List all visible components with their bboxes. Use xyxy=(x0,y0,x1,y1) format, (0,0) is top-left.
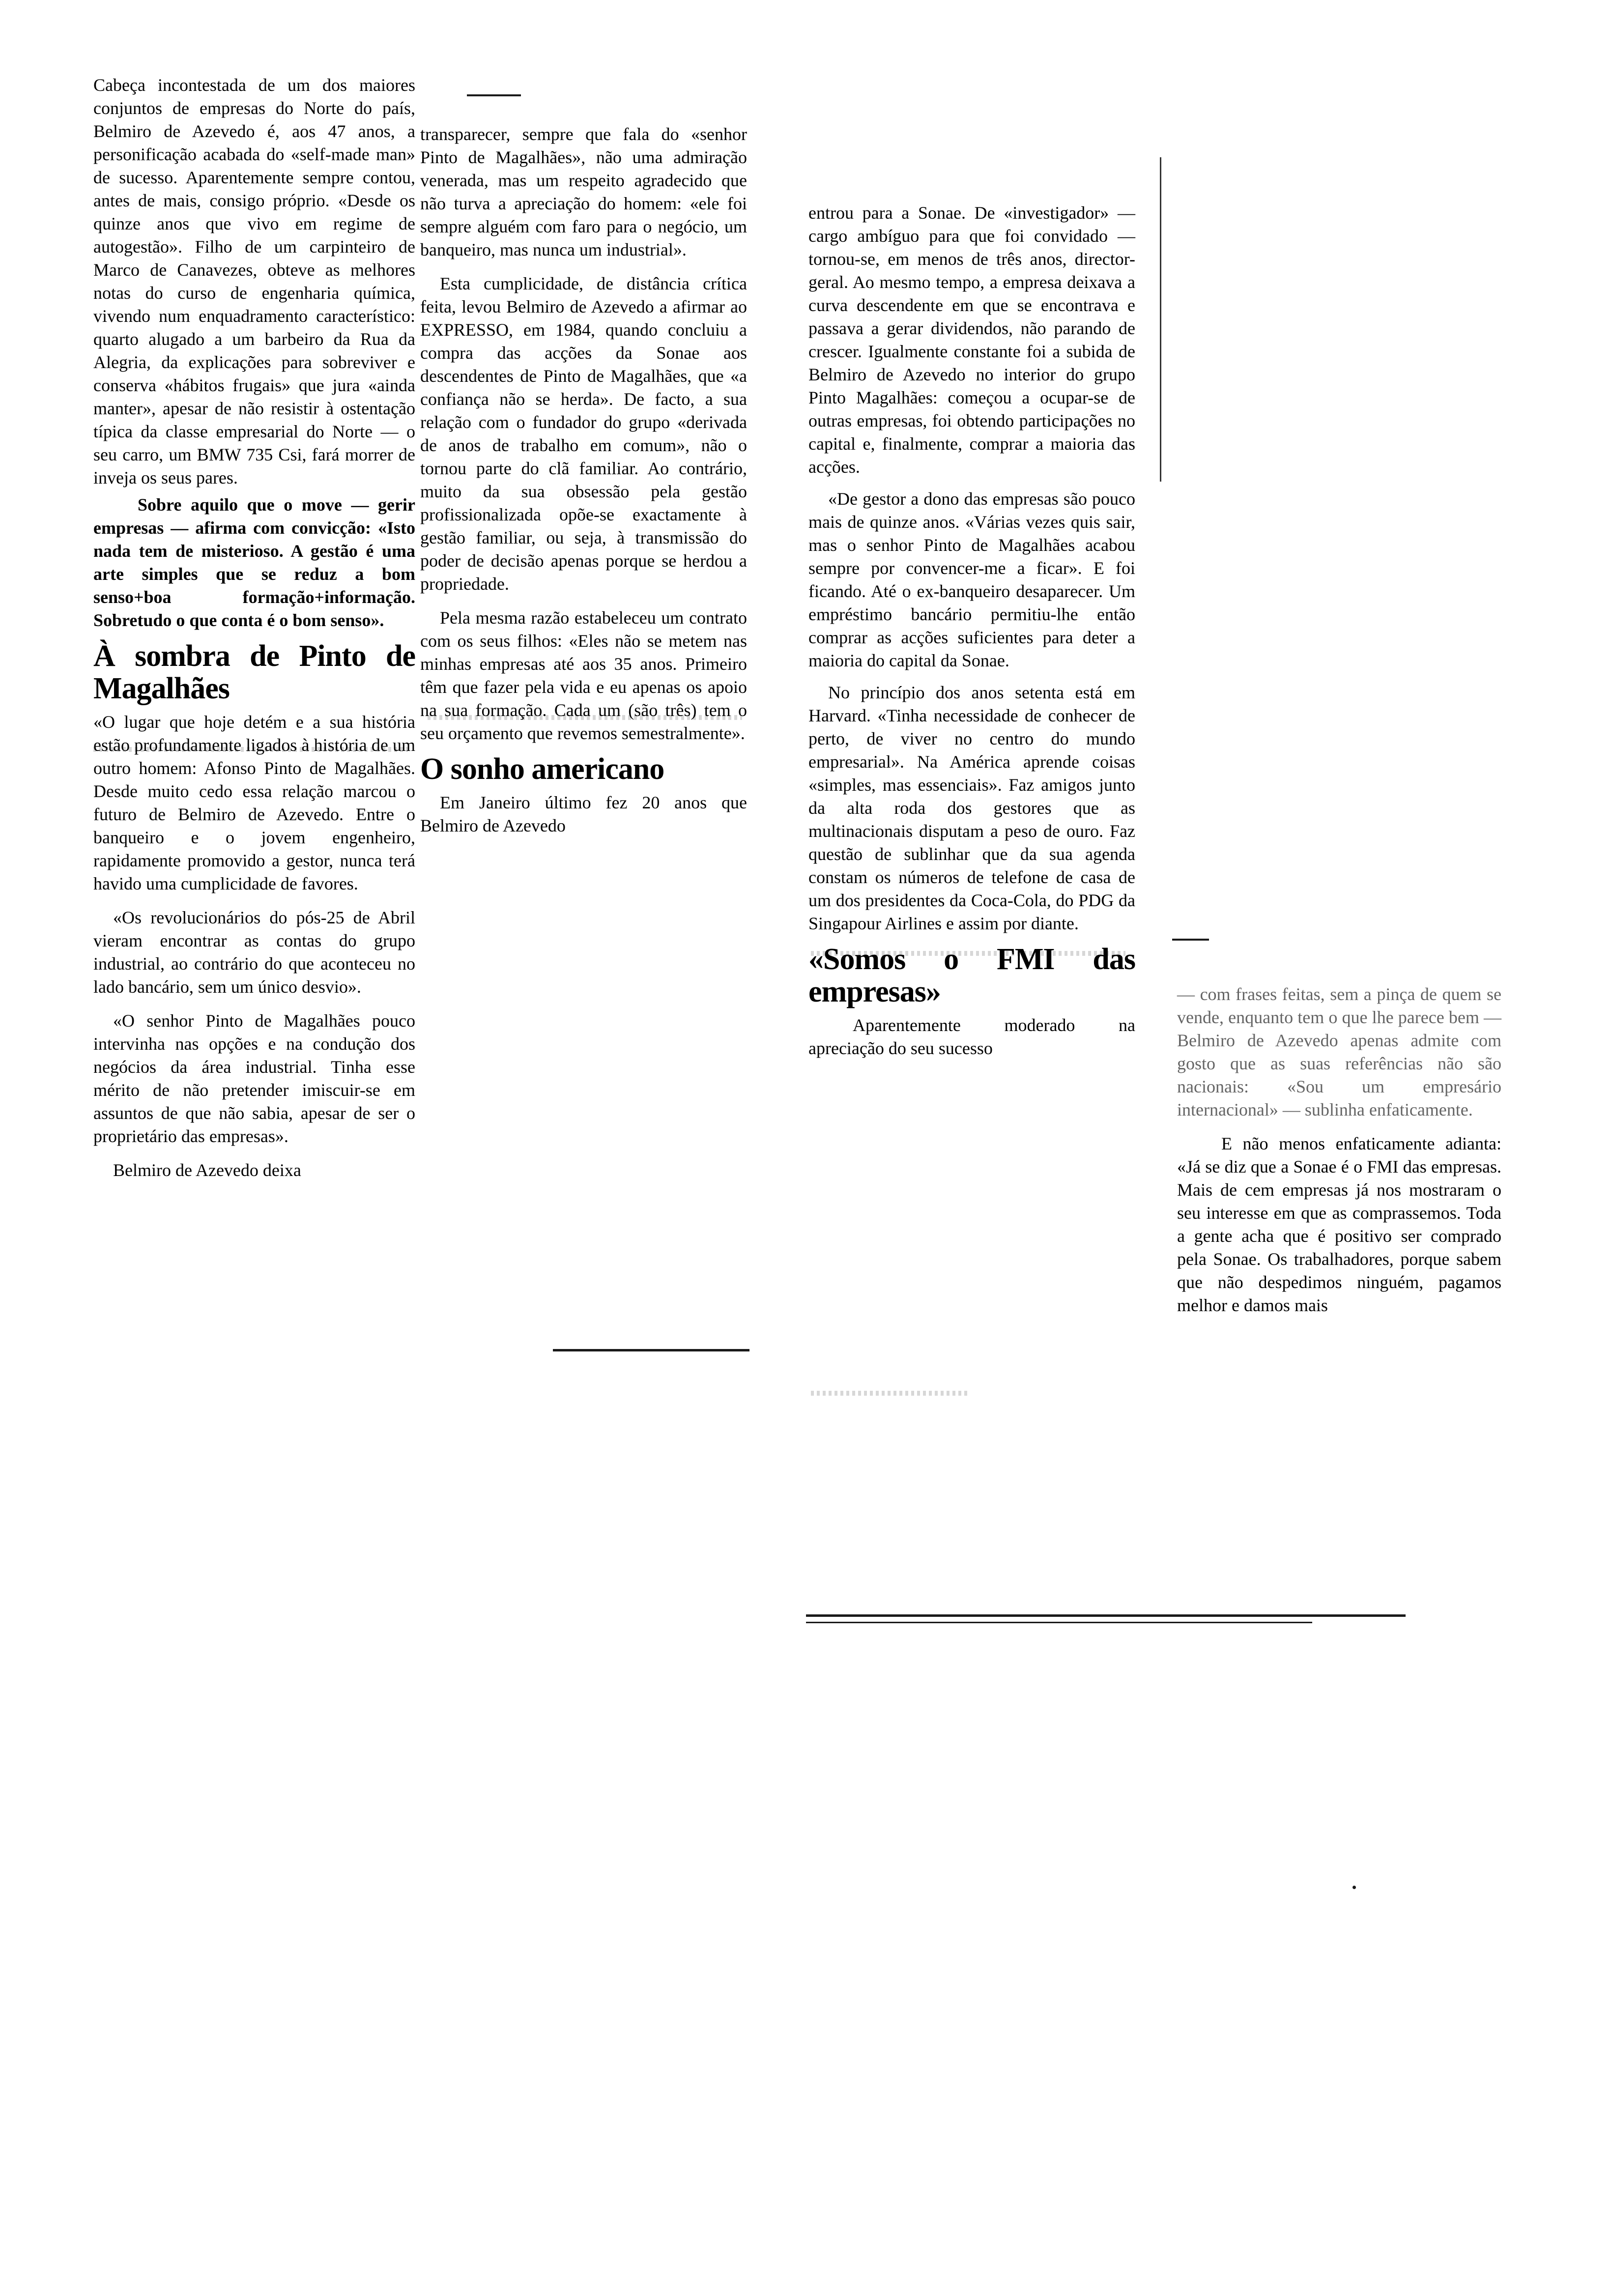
scan-noise-1 xyxy=(93,747,408,752)
col2-paragraph-3: Pela mesma razão estabeleceu um contrato com os seus filhos: «Eles não se metem nas minhas empresas até aos 35 anos. Primeiro têm que fazer pela vida e eu apenas os apoio na sua formação. Cada um (são três) tem o seu orçamento que revemos semestralmente». xyxy=(420,608,747,743)
article-column-1 xyxy=(93,74,415,1186)
column-3-right-edge-line xyxy=(1160,157,1161,482)
article-column-3 xyxy=(808,201,1135,1064)
scan-noise-3 xyxy=(811,951,1125,956)
col2-subheading: O sonho americano xyxy=(420,752,664,786)
col1-subheading: À sombra de Pinto de Magalhães xyxy=(93,639,415,705)
col3-paragraph-2: «De gestor a dono das empresas são pouco mais de quinze anos. «Várias vezes quis sair, mas o senhor Pinto de Magalhães acabou sempre por convencer-me a ficar». E foi ficando. Até o ex-banqueiro desaparecer. Um empréstimo bancário permitiu-lhe então comprar as acções suficientes para deter a maioria do capital da Sonae. xyxy=(808,489,1135,670)
col1-paragraph-6: Belmiro de Azevedo deixa xyxy=(113,1160,301,1180)
col2-paragraph-2: Esta cumplicidade, de distância crítica feita, levou Belmiro de Azevedo a afirmar ao EXPRESSO, em 1984, quando concluiu a compra das acções da Sonae aos descendentes de Pinto de Magalhães, que «a confiança não se herda». De facto, a sua relação com o fundador do grupo «derivada de anos de trabalho em comum», não o tornou parte do clã familiar. Ao contrário, muito da sua obsessão pela gestão profissionalizada opõe-se exactamente à gestão familiar, ou seja, à transmissão do poder de decisão apenas porque se herdou a propriedade. xyxy=(420,274,747,594)
col1-paragraph-2: Sobre aquilo que o move — gerir empresas — afirma com convicção: «Isto nada tem de misterioso. A gestão é uma arte simples que se reduz a bom senso+boa formação+informação. Sobretudo o que conta é o bom senso». xyxy=(93,495,415,630)
column-3-bottom-rule-1 xyxy=(806,1614,1406,1617)
col3-subheading: «Somos o FMI das empresas» xyxy=(808,943,1135,1008)
column-2-bottom-rule xyxy=(553,1349,749,1351)
col2-paragraph-1: transparecer, sempre que fala do «senhor Pinto de Magalhães», não uma admiração venerada, mas um respeito agradecido que não turva a apreciação do homem: «ele foi sempre alguém com faro para o negócio, um banqueiro, mas nunca um industrial». xyxy=(420,124,747,259)
column-3-bottom-rule-2 xyxy=(806,1622,1312,1623)
col3-paragraph-1: entrou para a Sonae. De «investigador» — cargo ambíguo para que foi convidado — tornou-se, em menos de três anos, director-geral. Ao mesmo tempo, a empresa deixava a curva descendente em que se encontrava e passava a gerar dividendos, não parando de crescer. Igualmente constante foi a subida de Belmiro de Azevedo no interior do grupo Pinto Magalhães: começou a ocupar-se de outras empresas, foi obtendo participações no capital e, finalmente, comprar a maioria das acções. xyxy=(808,203,1135,477)
article-column-2 xyxy=(420,123,747,841)
article-column-4 xyxy=(1177,983,1501,1321)
col1-paragraph-3: «O lugar que hoje detém e a sua história estão profundamente ligados à história de um outro homem: Afonso Pinto de Magalhães. Desde muito cedo essa relação marcou o futuro de Belmiro de Azevedo. Entre o banqueiro e o jovem engenheiro, rapidamente promovido a gestor, nunca terá havido uma cumplicidade de favores. xyxy=(93,712,415,893)
col1-paragraph-1: Cabeça incontestada de um dos maiores conjuntos de empresas do Norte do país, Belmiro de Azevedo é, aos 47 anos, a personificação acabada do «self-made man» de sucesso. Aparentemente sempre contou, antes de mais, consigo próprio. «Desde os quinze anos que vivo em regime de autogestão». Filho de um carpinteiro de Marco de Canavezes, obteve as melhores notas do curso de engenharia química, vivendo num enquadramento característico: quarto alugado a um barbeiro da Rua da Alegria, da explicações para sobreviver e conserva «hábitos frugais» que jura «ainda manter», apesar de não resistir à ostentação típica da classe empresarial do Norte — o seu carro, um BMW 735 Csi, fará morrer de inveja os seus pares. xyxy=(93,75,415,488)
col3-paragraph-4: Aparentemente moderado na apreciação do seu sucesso xyxy=(808,1015,1135,1058)
col2-paragraph-4: Em Janeiro último fez 20 anos que Belmiro de Azevedo xyxy=(420,793,747,835)
column-4-top-rule xyxy=(1172,939,1209,941)
col4-paragraph-1: — com frases feitas, sem a pinça de quem se vende, enquanto tem o que lhe parece bem — Belmiro de Azevedo apenas admite com gosto que as suas referências não são nacionais: «Sou um empresário internacional» — sublinha enfaticamente. xyxy=(1177,984,1501,1119)
scan-noise-4 xyxy=(811,1391,968,1396)
col3-paragraph-3: No princípio dos anos setenta está em Harvard. «Tinha necessidade de conhecer de perto, de viver no centro do mundo empresarial». Na América aprende coisas «simples, mas essenciais». Faz amigos junto da alta roda dos gestores que as multinacionais disputam a peso de ouro. Faz questão de sublinhar que da sua agenda constam os números de telefone de casa de um dos presidentes da Coca-Cola, do PDG da Singapour Airlines e assim por diante. xyxy=(808,683,1135,933)
col1-paragraph-5: «O senhor Pinto de Magalhães pouco intervinha nas opções e na condução dos negócios da área industrial. Tinha esse mérito de não pretender imiscuir-se em assuntos de que não sabia, apesar de ser o proprietário das empresas». xyxy=(93,1011,415,1146)
col1-paragraph-4: «Os revolucionários do pós-25 de Abril vieram encontrar as contas do grupo industrial, ao contrário do que aconteceu no lado bancário, sem um único desvio». xyxy=(93,908,415,997)
top-dash-mark xyxy=(467,94,521,96)
speck-mark xyxy=(1353,1886,1356,1889)
col4-paragraph-2: E não menos enfaticamente adianta: «Já se diz que a Sonae é o FMI das empresas. Mais de cem empresas já nos mostraram o seu interesse em que as comprassemos. Toda a gente acha que é positivo ser comprado pela Sonae. Os trabalhadores, porque sabem que não despedimos ninguém, pagamos melhor e damos mais xyxy=(1177,1134,1501,1315)
scan-noise-2 xyxy=(428,715,742,720)
